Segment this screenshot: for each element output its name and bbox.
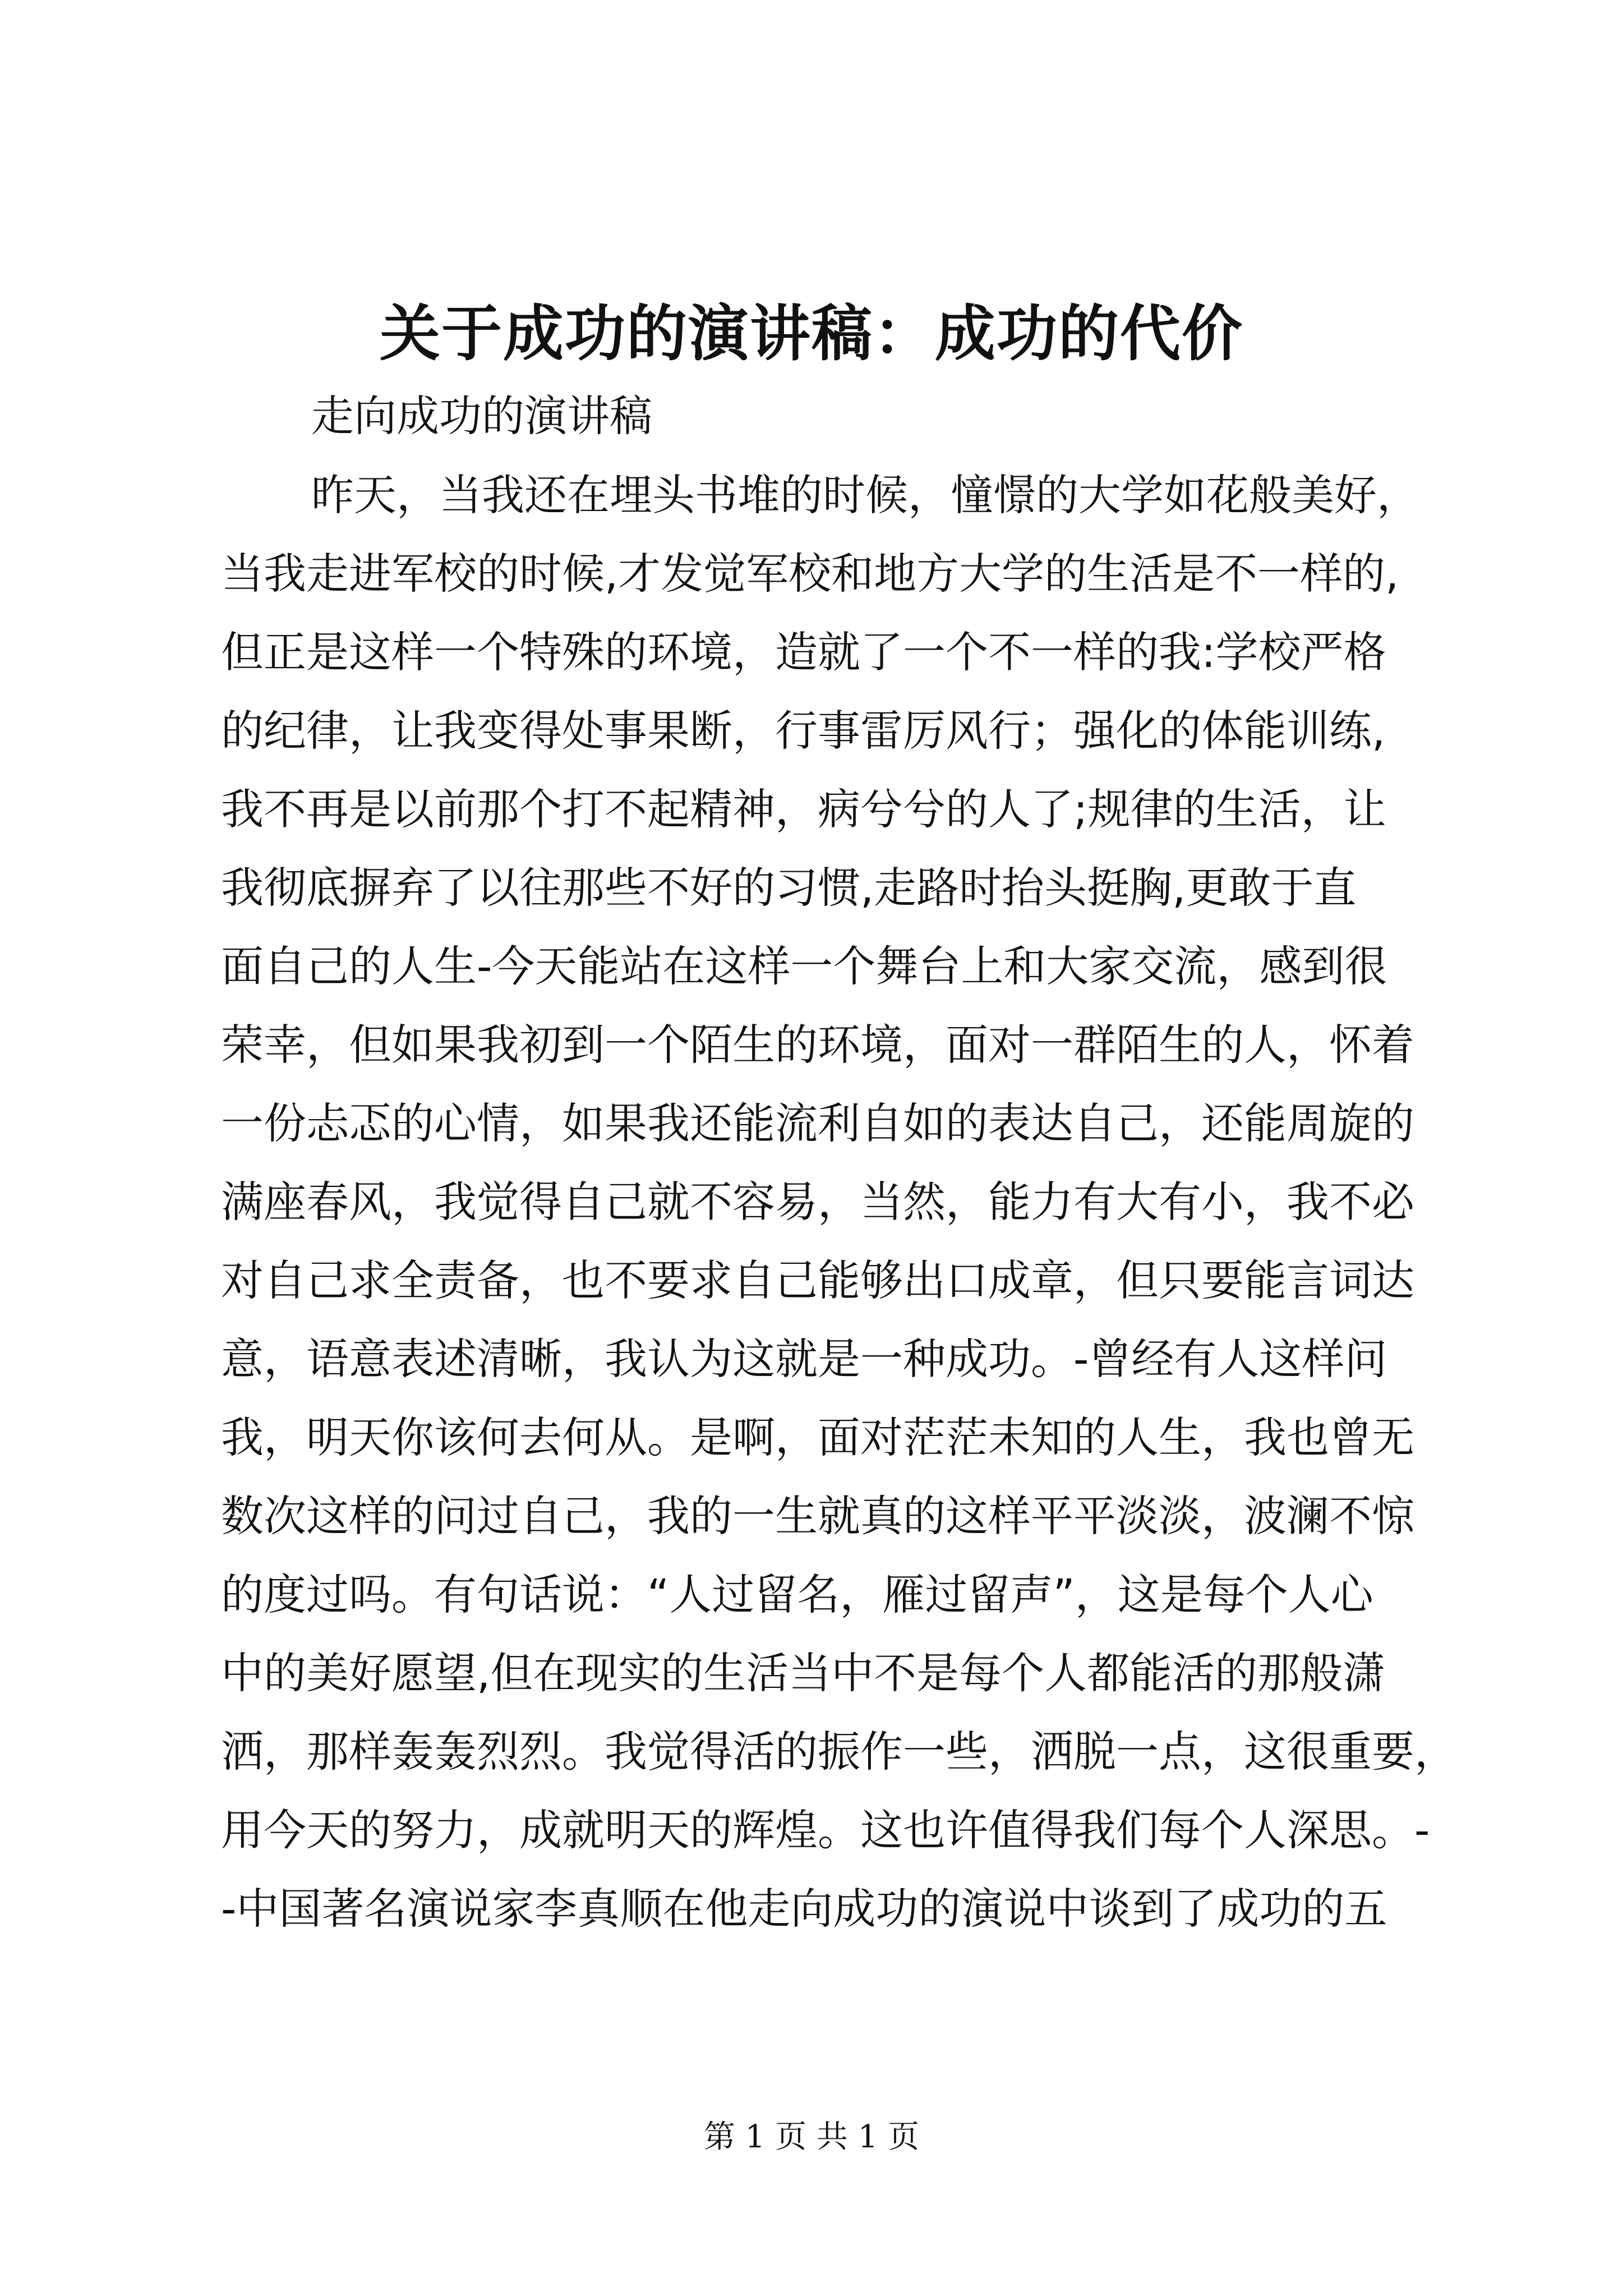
body-line: 数次这样的问过自己，我的一生就真的这样平平淡淡，波澜不惊 — [221, 1491, 1414, 1541]
document-subtitle: 走向成功的演讲稿 — [311, 391, 652, 441]
document-title: 关于成功的演讲稿：成功的代价 — [379, 298, 1243, 369]
body-line: 的纪律，让我变得处事果断，行事雷厉风行；强化的体能训练, — [221, 706, 1386, 756]
body-line: 对自己求全责备，也不要求自己能够出口成章，但只要能言词达 — [221, 1255, 1414, 1305]
body-line: 但正是这样一个特殊的环境，造就了一个不一样的我:学校严格 — [221, 627, 1386, 677]
body-line: 中的美好愿望,但在现实的生活当中不是每个人都能活的那般潇 — [221, 1648, 1386, 1698]
body-line: 当我走进军校的时候,才发觉军校和地方大学的生活是不一样的, — [221, 549, 1399, 599]
body-line: -中国著名演说家李真顺在他走向成功的演说中谈到了成功的五 — [221, 1884, 1387, 1934]
body-line: 意，语意表述清晰，我认为这就是一种成功。-曾经有人这样问 — [221, 1334, 1387, 1384]
body-line: 我彻底摒弃了以往那些不好的习惯,走路时抬头挺胸,更敢于直 — [221, 863, 1357, 913]
body-line: 面自己的人生-今天能站在这样一个舞台上和大家交流，感到很 — [221, 941, 1387, 991]
body-line: 满座春风，我觉得自己就不容易，当然，能力有大有小，我不必 — [221, 1177, 1414, 1227]
body-line: 我，明天你该何去何从。是啊，面对茫茫未知的人生，我也曾无 — [221, 1412, 1414, 1462]
body-line: 昨天，当我还在埋头书堆的时候，憧憬的大学如花般美好， — [311, 470, 1419, 520]
body-line: 的度过吗。有句话说：“人过留名，雁过留声”，这是每个人心 — [221, 1570, 1373, 1619]
body-line: 一份忐忑的心情，如果我还能流利自如的表达自己，还能周旋的 — [221, 1098, 1414, 1148]
body-line: 荣幸，但如果我初到一个陌生的环境，面对一群陌生的人，怀着 — [221, 1020, 1414, 1070]
body-line: 我不再是以前那个打不起精神，病兮兮的人了;规律的生活，让 — [221, 784, 1386, 834]
page-footer: 第 1 页 共 1 页 — [703, 2119, 920, 2155]
body-line: 洒，那样轰轰烈烈。我觉得活的振作一些，洒脱一点，这很重要， — [221, 1727, 1457, 1777]
body-line: 用今天的努力，成就明天的辉煌。这也许值得我们每个人深思。- — [221, 1805, 1430, 1855]
